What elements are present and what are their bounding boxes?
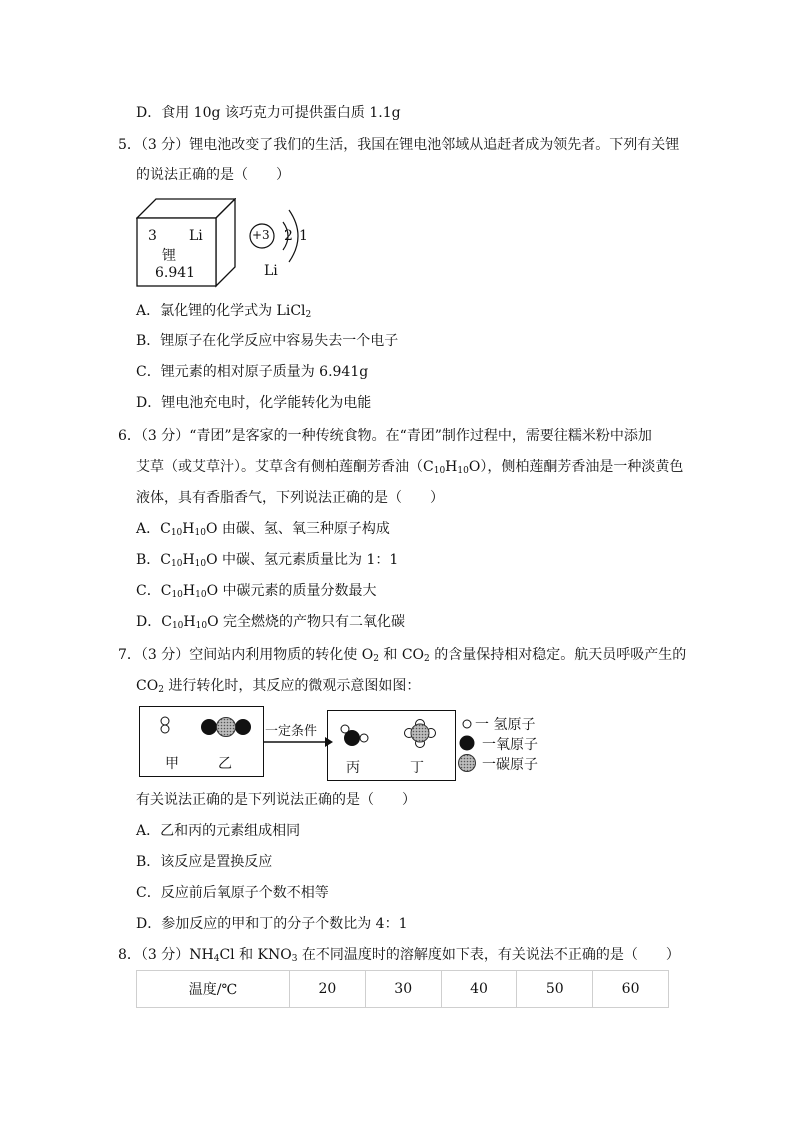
element-symbol: Li <box>189 228 203 244</box>
ch4-molecule <box>405 720 436 748</box>
legend-h-text: 氢原子 <box>493 717 536 733</box>
q4-option-d-text: D．食用 10g 该巧克力可提供蛋白质 1.1g <box>136 105 401 121</box>
q7-option-a[interactable] <box>136 821 300 841</box>
q6-c-1: C．C <box>136 583 172 599</box>
table-cell-temp: 40 <box>441 971 517 1008</box>
solubility-table <box>136 970 669 1008</box>
element-name: 锂 <box>162 248 176 264</box>
q7-l2-b: 进行转化时，其反应的微观示意图如图： <box>163 678 421 694</box>
q6-d-2: H <box>183 614 196 630</box>
table-row <box>137 971 669 1008</box>
q7-option-d-text: D．参加反应的甲和丁的分子个数比为 4：1 <box>136 916 408 932</box>
atom-shell1-electrons: 2 <box>284 228 293 244</box>
label-yi: 乙 <box>218 756 232 772</box>
legend-oxygen <box>482 734 538 754</box>
q7-option-c[interactable] <box>136 883 329 903</box>
legend-symbols <box>459 720 476 772</box>
q6-d-s1: 10 <box>171 621 184 631</box>
q7-stem-line2 <box>136 676 420 696</box>
q7-option-d[interactable] <box>136 914 408 934</box>
h2-molecule <box>161 717 169 733</box>
q7-option-b[interactable] <box>136 852 272 872</box>
q6-option-d[interactable] <box>136 612 405 632</box>
legend-dash-c: 一 <box>482 757 496 773</box>
q6-d-3: O 完全燃烧的产物只有二氧化碳 <box>207 614 405 630</box>
q6-b-2: H <box>182 552 195 568</box>
legend-c-text: 碳原子 <box>496 757 538 773</box>
q8-l1-s2: 3 <box>291 954 298 964</box>
q6-d-s2: 10 <box>195 621 208 631</box>
q6-sub-c: 10 <box>433 466 446 476</box>
q7-option-b-text: B．该反应是置换反应 <box>136 854 273 870</box>
q6-c-s2: 10 <box>195 590 207 600</box>
q6-stem-text2b: H <box>445 459 458 475</box>
q6-b-s1: 10 <box>171 559 183 569</box>
element-mass: 6.941 <box>155 265 196 281</box>
q6-b-3: O 中碳、氢元素质量比为 1：1 <box>206 552 399 568</box>
q6-stem-text2a: 艾草（或艾草汁）。艾草含有侧柏莲酮芳香油（C <box>136 459 434 475</box>
q5-option-d-text: D．锂电池充电时，化学能转化为电能 <box>136 395 372 411</box>
q6-sub-h: 10 <box>457 466 469 476</box>
q6-d-1: D．C <box>136 614 172 630</box>
table-cell-temp: 50 <box>517 971 593 1008</box>
table-header-temp: 温度/℃ <box>137 971 290 1008</box>
q5-stem-text1: 5．（3 分）锂电池改变了我们的生活，我国在锂电池邻域从追赶者成为领先者。下列有关锂 <box>118 137 680 153</box>
atom-label: Li <box>264 263 278 279</box>
table-cell-temp: 60 <box>593 971 669 1008</box>
legend-hydrogen <box>475 714 535 734</box>
q7-l1-a: 7．（3 分）空间站内利用物质的转化使 O <box>118 647 374 663</box>
q8-l1-b: Cl 和 KNO <box>219 947 292 963</box>
q6-stem-text2c: O），侧柏莲酮芳香油是一种淡黄色 <box>468 459 684 475</box>
co2-molecule <box>201 718 251 737</box>
label-jia: 甲 <box>165 756 179 772</box>
q7-l2-a: CO <box>136 678 159 694</box>
q5-option-a[interactable] <box>136 301 311 321</box>
q7-l1-c: 的含量保持相对稳定。航天员呼吸产生的 <box>429 647 687 663</box>
q5-option-b[interactable] <box>136 331 398 351</box>
label-bing: 丙 <box>346 760 360 776</box>
q5-option-d[interactable] <box>136 393 371 413</box>
q7-l1-s1: 2 <box>373 654 379 664</box>
q6-option-a[interactable] <box>136 519 390 539</box>
legend-dash-h: 一 <box>475 717 489 733</box>
atom-shell2-electrons: 1 <box>299 228 308 244</box>
h2o-molecule <box>341 725 368 746</box>
q5-option-a-text: A．氯化锂的化学式为 LiCl <box>136 303 306 319</box>
q8-l1-s1: 4 <box>213 954 220 964</box>
q5-option-b-text: B．锂原子在化学反应中容易失去一个电子 <box>136 333 399 349</box>
q6-b-s2: 10 <box>194 559 207 569</box>
q6-a-2: H <box>182 521 195 537</box>
q6-b-1: B．C <box>136 552 171 568</box>
q6-c-2: H <box>182 583 196 599</box>
q5-option-c[interactable] <box>136 362 368 382</box>
q7-stem-text3: 有关说法正确的是下列说法正确的是（ ） <box>136 792 416 808</box>
q6-stem-text1: 6．（3 分）“青团”是客家的一种传统食物。在“青团”制作过程中，需要往糯米粉中添加 <box>118 428 652 444</box>
q6-stem-line2 <box>136 457 683 477</box>
q6-c-s1: 10 <box>171 590 183 600</box>
q7-l1-s2: 2 <box>424 654 430 664</box>
legend-carbon <box>482 754 538 774</box>
q6-option-c[interactable] <box>136 581 377 601</box>
q7-stem-line1 <box>118 645 686 665</box>
reaction-condition: 一定条件 <box>265 724 318 739</box>
q7-option-a-text: A．乙和丙的元素组成相同 <box>136 823 301 839</box>
atom-nucleus-charge: +3 <box>252 228 270 242</box>
element-atomic-number: 3 <box>148 228 157 244</box>
q6-a-s1: 10 <box>170 528 183 538</box>
q6-stem-text3: 液体，具有香脂香气，下列说法正确的是（ ） <box>136 490 444 506</box>
table-cell-temp: 30 <box>365 971 441 1008</box>
q6-option-b[interactable] <box>136 550 398 570</box>
q7-stem-line3 <box>136 790 416 810</box>
q5-stem-line2 <box>136 165 290 185</box>
table-cell-temp: 20 <box>290 971 366 1008</box>
legend-o-text: 氧原子 <box>496 737 538 753</box>
q7-l2-s1: 2 <box>158 685 164 695</box>
q5-option-c-text: C．锂元素的相对原子质量为 6.941g <box>136 364 369 380</box>
q6-a-1: A．C <box>136 521 171 537</box>
q5-stem-text2: 的说法正确的是（ ） <box>136 167 290 183</box>
q8-l1-a: 8．（3 分）NH <box>118 947 214 963</box>
q8-stem-line1 <box>118 945 680 965</box>
q6-c-3: O 中碳元素的质量分数最大 <box>206 583 377 599</box>
q6-a-3: O 由碳、氢、氧三种原子构成 <box>205 521 390 537</box>
q7-l1-b: 和 CO <box>378 647 425 663</box>
q4-option-d[interactable] <box>136 103 401 123</box>
q6-a-s2: 10 <box>194 528 206 538</box>
label-ding: 丁 <box>410 760 424 776</box>
q7-option-c-text: C．反应前后氧原子个数不相等 <box>136 885 329 901</box>
q8-l1-c: 在不同温度时的溶解度如下表，有关说法不正确的是（ ） <box>297 947 680 963</box>
q6-stem-line3 <box>136 488 444 508</box>
q5-option-a-sub: 2 <box>305 310 312 320</box>
legend-dash-o: 一 <box>482 737 496 753</box>
q6-stem-line1 <box>118 426 652 446</box>
q5-stem-line1 <box>118 135 679 155</box>
